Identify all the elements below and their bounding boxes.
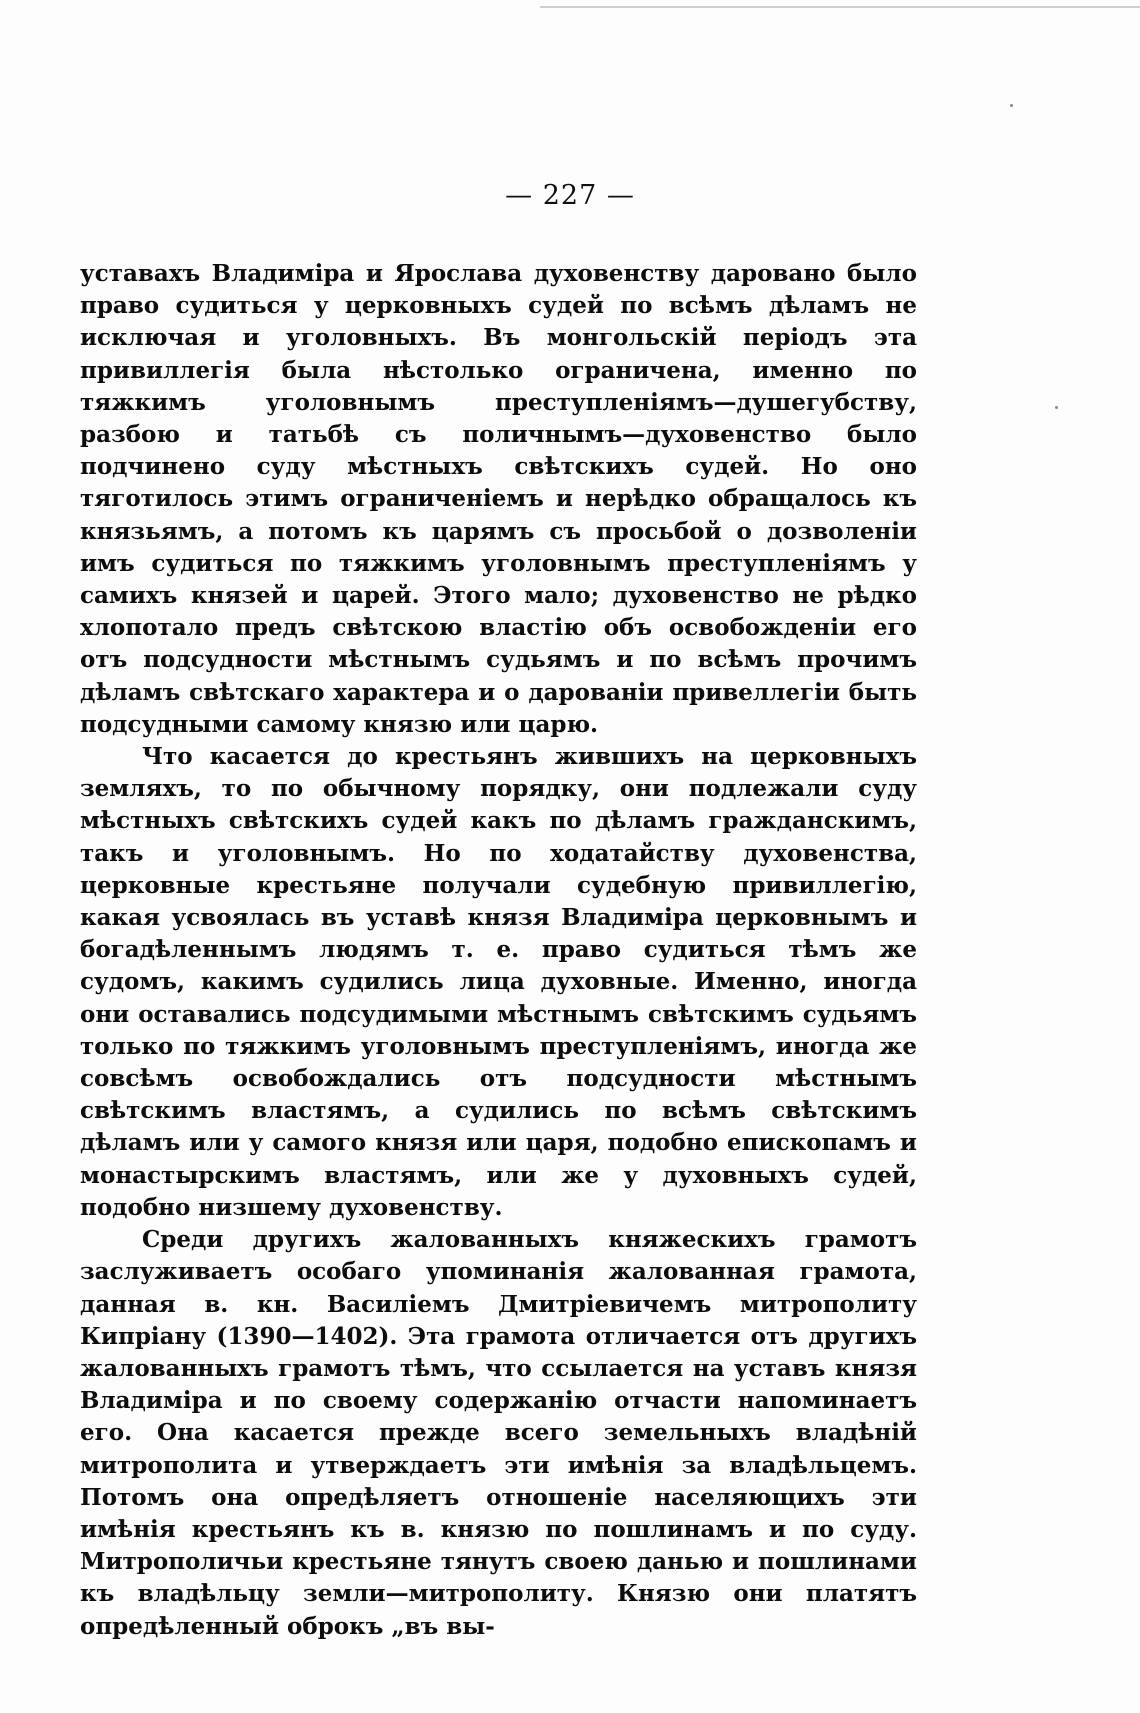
paragraph: уставахъ Владиміра и Ярослава духовенству даровано было право судиться у церковныхъ судей по всѣмъ дѣламъ не исключая и уголовныхъ. Въ монгольскій періодъ эта привиллегія была нѣстолько ограничена, именно по тяжкимъ уголовнымъ преступленіямъ—душегубству, разбою и татьбѣ съ поличнымъ—духовенство было подчинено суду мѣстныхъ свѣтскихъ судей. Но оно тяготилось этимъ ограниченіемъ и нерѣдко обращалось къ князьямъ, а потомъ къ царямъ съ просьбой о дозволеніи имъ судиться по тяжкимъ уголовнымъ преступленіямъ у самихъ князей и царей. Этого мало; духовенство не рѣдко хлопотало предъ свѣтскою властію объ освобожденіи его отъ подсудности мѣстнымъ судьямъ и по всѣмъ прочимъ дѣламъ свѣтскаго характера и о дарованіи привеллегіи быть подсудными самому князю или царю. (80, 260, 917, 738)
paragraph: Среди другихъ жалованныхъ княжескихъ грамотъ заслуживаетъ особаго упоминанія жалованная грамота, данная в. кн. Василіемъ Дмитріевичемъ митрополиту Кипріану (1390—1402). Эта грамота отличается отъ другихъ жалованныхъ грамотъ тѣмъ, что ссылается на уставъ князя Владиміра и по своему содержанію отчасти напоминаетъ его. Она касается прежде всего земельныхъ владѣній митрополита и утверждаетъ эти имѣнія за владѣльцемъ. Потомъ она опредѣляетъ отношеніе населяющихъ эти имѣнія крестьянъ къ в. князю по пошлинамъ и по суду. Митрополичьи крестьяне тянутъ своею данью и пошлинами къ владѣльцу земли—митрополиту. Князю они платятъ опредѣленный оброкъ „въ вы- (80, 1226, 917, 1640)
print-speck (1010, 104, 1013, 107)
print-speck (1055, 406, 1058, 409)
page-number: — 227 — (505, 180, 635, 211)
paragraph: Что касается до крестьянъ жившихъ на церковныхъ земляхъ, то по обычному порядку, они подлежали суду мѣстныхъ свѣтскихъ судей какъ по дѣламъ гражданскимъ, такъ и уголовнымъ. Но по ходатайству духовенства, церковные крестьяне получали судебную привиллегію, какая усвоялась въ уставѣ князя Владиміра церковнымъ и богадѣленнымъ людямъ т. е. право судиться тѣмъ же судомъ, какимъ судились лица духовные. Именно, иногда они оставались подсудимыми мѣстнымъ свѣтскимъ судьямъ только по тяжкимъ уголовнымъ преступленіямъ, иногда же совсѣмъ освобождались отъ подсудности мѣстнымъ свѣтскимъ властямъ, а судились по всѣмъ свѣтскимъ дѣламъ или у самого князя или царя, подобно епископамъ и монастырскимъ властямъ, или же у духовныхъ судей, подобно низшему духовенству. (80, 743, 917, 1221)
page-edge-rule (540, 6, 1140, 8)
body-text (80, 258, 917, 1643)
